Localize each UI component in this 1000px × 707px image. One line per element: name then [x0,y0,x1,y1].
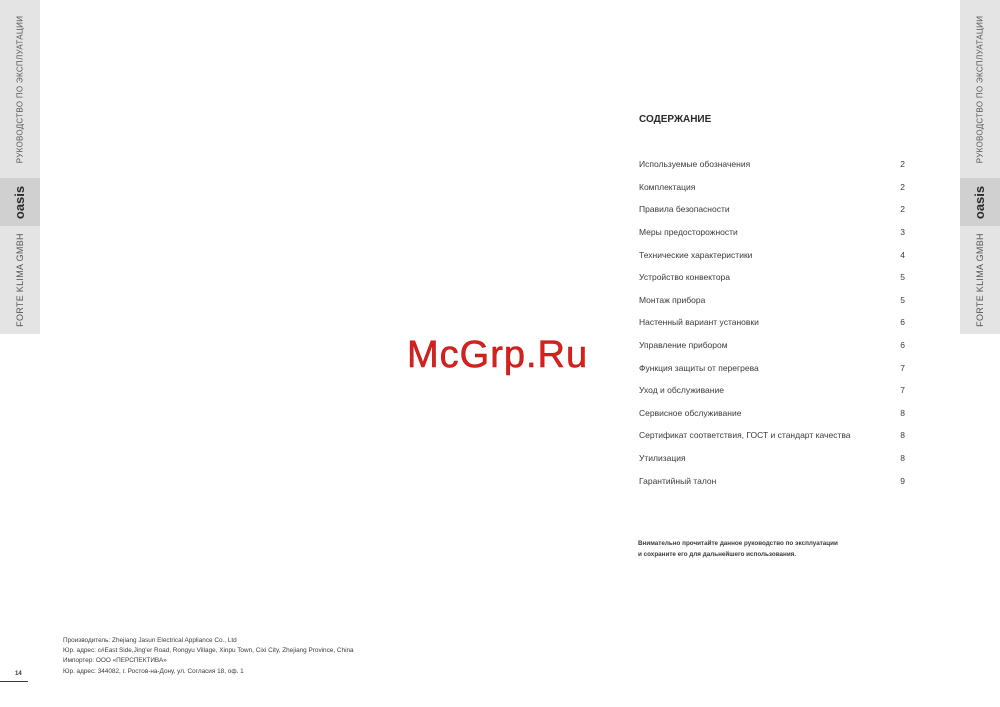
toc-item[interactable] [639,469,905,492]
toc-item-label: Управление прибором [639,340,728,351]
toc-item-label: Сертификат соответствия, ГОСТ и стандарт качества [639,430,851,441]
toc-item[interactable] [639,334,905,357]
toc-item-page: 5 [900,294,905,305]
imprint-line: Импортер: ООО «ПЕРСПЕКТИВА» [63,657,167,665]
toc-item-label: Комплектация [639,181,696,192]
toc-item-page: 9 [900,475,905,486]
toc-item-page: 7 [900,362,905,373]
toc-item-page: 4 [900,249,905,260]
toc-item[interactable] [639,424,905,447]
toc-item[interactable] [639,243,905,266]
toc-item-page: 2 [900,181,905,192]
imprint-line: Юр. адрес: 344082, г. Ростов-на-Дону, ул. Согласия 18, оф. 1 [63,667,244,675]
toc-item-page: 8 [900,407,905,418]
brand-segment [0,178,40,226]
toc-item-label: Технические характеристики [639,249,753,260]
manufacturer-imprint [63,636,354,677]
toc-item-label: Используемые обозначения [639,159,751,170]
toc-item-label: Функция защиты от перегрева [639,362,759,373]
read-manual-notice [638,538,838,560]
toc-item[interactable] [639,198,905,221]
manual-label-segment [960,0,1000,178]
toc-item[interactable] [639,379,905,402]
page-number: 14 [15,671,22,677]
toc-item[interactable] [639,447,905,470]
toc-item-page: 3 [900,227,905,238]
toc-item[interactable] [639,289,905,312]
toc-item-label: Настенный вариант установки [639,317,759,328]
company-segment [0,226,40,334]
toc-item-label: Правила безопасности [639,204,730,215]
toc-list [639,153,905,492]
toc-item-label: Сервисное обслуживание [639,407,742,418]
company-label: FORTE KLIMA GMBH [15,233,25,327]
left-side-tab [0,0,40,334]
toc-item-page: 5 [900,272,905,283]
imprint-line: Производитель: Zhejiang Jasun Electrical Appliance Co., Ltd [63,637,237,644]
toc-item-page: 6 [900,340,905,351]
toc-item-page: 2 [900,204,905,215]
company-segment [960,226,1000,334]
company-label: FORTE KLIMA GMBH [975,233,985,327]
toc-title: СОДЕРЖАНИЕ [639,114,712,125]
toc-item-label: Утилизация [639,453,686,464]
imprint-line: Юр. адрес: c#East Side,Jing'er Road, Rongyu Village, Xinpu Town, Cixi City, Zhejiang Province, China [63,647,354,655]
toc-item-page: 6 [900,317,905,328]
toc-item-page: 8 [900,430,905,441]
page-number-rule [0,681,28,682]
toc-item[interactable] [639,311,905,334]
toc-item[interactable] [639,266,905,289]
watermark: McGrp.Ru [407,334,589,376]
brand-logo: oasis [972,185,988,219]
manual-label: РУКОВОДСТВО ПО ЭКСПЛУАТАЦИИ [15,15,25,163]
toc-item-label: Меры предосторожности [639,227,738,238]
toc-item[interactable] [639,221,905,244]
toc-item-page: 2 [900,159,905,170]
toc-item-label: Монтаж прибора [639,294,706,305]
toc-item-page: 7 [900,385,905,396]
toc-item[interactable] [639,356,905,379]
toc-item[interactable] [639,402,905,425]
brand-segment [960,178,1000,226]
toc-item[interactable] [639,176,905,199]
toc-item-page: 8 [900,453,905,464]
toc-item[interactable] [639,153,905,176]
right-side-tab [960,0,1000,334]
toc-item-label: Гарантийный талон [639,475,717,486]
manual-label: РУКОВОДСТВО ПО ЭКСПЛУАТАЦИИ [975,15,985,163]
notice-line: и сохраните его для дальнейшего использования. [638,551,797,558]
manual-label-segment [0,0,40,178]
toc-item-label: Устройство конвектора [639,272,731,283]
toc-item-label: Уход и обслуживание [639,385,724,396]
brand-logo: oasis [12,185,28,219]
notice-line: Внимательно прочитайте данное руководство по эксплуатации [638,540,838,547]
